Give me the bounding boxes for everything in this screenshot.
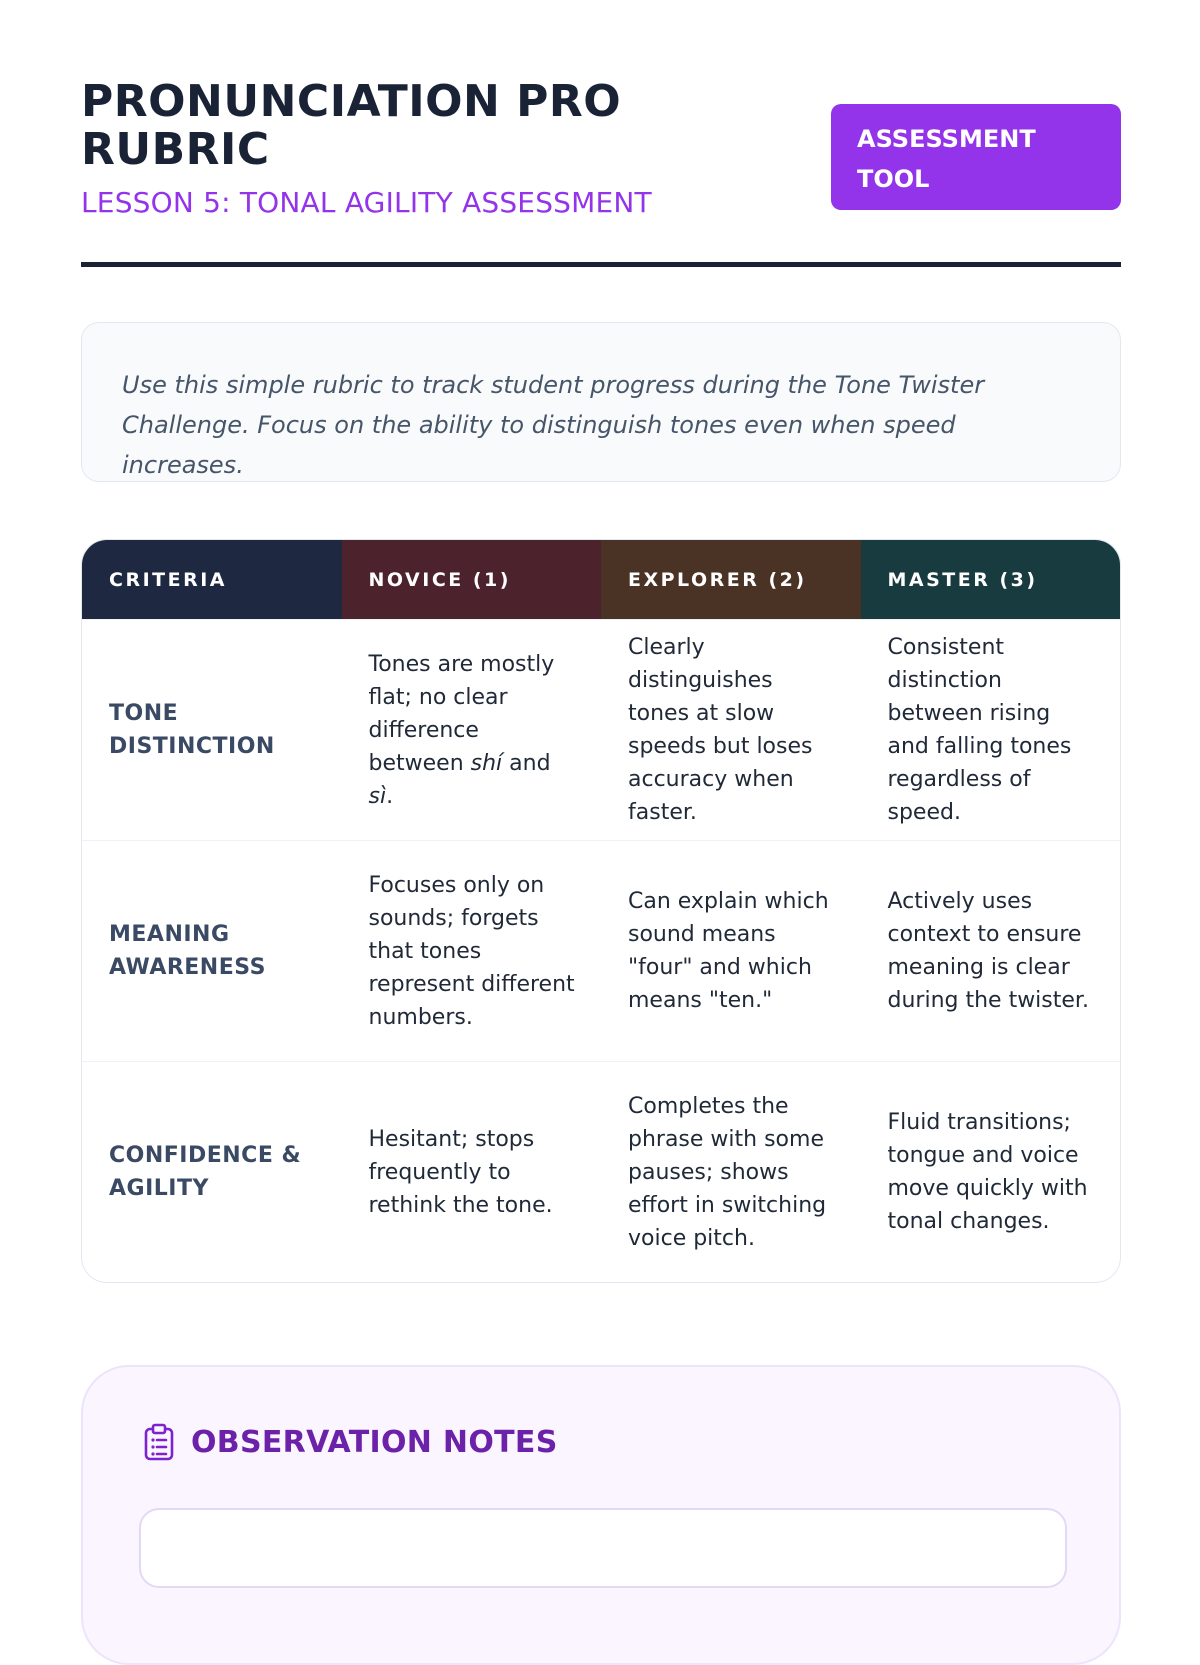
rubric-header-row — [82, 540, 1120, 619]
column-header-novice: NOVICE (1) — [342, 540, 602, 619]
table-row — [82, 619, 1120, 840]
master-cell: Fluid transitions; tongue and voice move quickly with tonal changes. — [887, 1110, 1088, 1234]
master-cell: Consistent distinction between rising and falling tones regardless of speed. — [887, 635, 1072, 825]
novice-cell: Hesitant; stops frequently to rethink the tone. — [368, 1126, 553, 1218]
observation-notes-input[interactable] — [139, 1508, 1067, 1588]
intro-note: Use this simple rubric to track student progress during the Tone Twister Challenge. Focus on the ability to distinguish tones even when speed increases. — [81, 322, 1121, 482]
column-header-master: MASTER (3) — [861, 540, 1121, 619]
observation-notes-heading — [143, 1423, 558, 1461]
criteria-cell: TONE DISTINCTION — [109, 701, 275, 759]
rubric-table — [81, 539, 1121, 1283]
novice-cell: Focuses only on sounds; forgets that tones represent different numbers. — [368, 872, 575, 1030]
column-header-criteria: CRITERIA — [82, 540, 342, 619]
master-cell: Actively uses context to ensure meaning is clear during the twister. — [887, 889, 1089, 1013]
column-header-explorer: EXPLORER (2) — [601, 540, 861, 619]
observation-notes-panel — [81, 1365, 1121, 1665]
observation-notes-title: OBSERVATION NOTES — [191, 1424, 558, 1460]
explorer-cell: Clearly distinguishes tones at slow speeds but loses accuracy when faster. — [628, 635, 813, 825]
clipboard-icon — [143, 1423, 175, 1461]
header-divider — [81, 262, 1121, 267]
page-title: PRONUNCIATION PRO RUBRIC — [81, 76, 622, 175]
page-subtitle: LESSON 5: TONAL AGILITY ASSESSMENT — [81, 186, 652, 219]
novice-prefix: Tones are mostly flat; no clear difference between — [368, 651, 555, 776]
explorer-cell: Can explain which sound means "four" and which means "ten." — [628, 889, 829, 1013]
criteria-cell: CONFIDENCE & AGILITY — [109, 1143, 302, 1201]
novice-term-shi: shí — [470, 750, 503, 776]
novice-mid: and — [502, 750, 551, 776]
novice-suffix: . — [386, 783, 394, 809]
novice-term-si: sì — [368, 783, 387, 809]
header — [81, 78, 1121, 268]
explorer-cell: Completes the phrase with some pauses; shows effort in switching voice pitch. — [628, 1093, 827, 1251]
novice-text — [369, 648, 578, 813]
novice-cell — [342, 620, 602, 840]
table-row — [82, 1061, 1120, 1282]
table-row — [82, 840, 1120, 1061]
criteria-cell: MEANING AWARENESS — [109, 922, 266, 980]
assessment-tool-badge: ASSESSMENT TOOL — [831, 104, 1121, 210]
